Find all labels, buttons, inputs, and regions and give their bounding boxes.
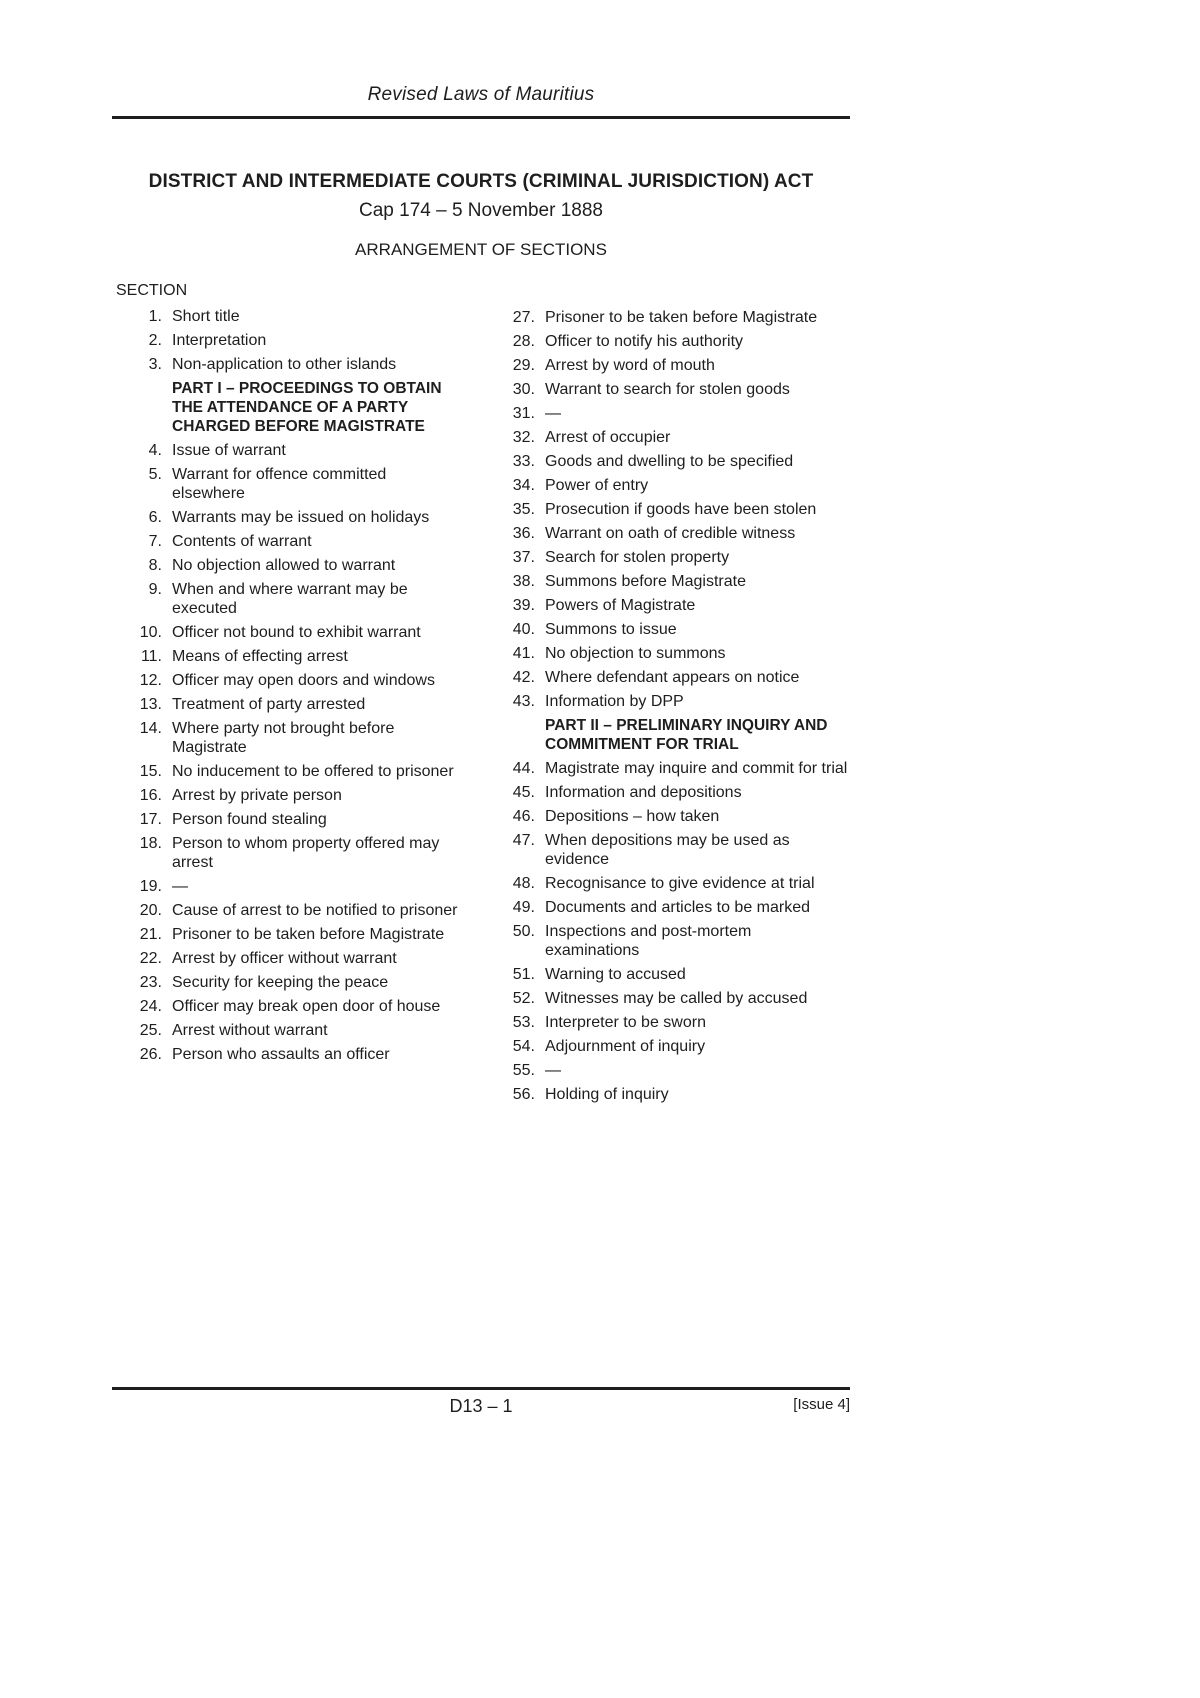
act-cap-line: Cap 174 – 5 November 1888 [359,200,603,221]
section-title: Adjournment of inquiry [545,1038,706,1055]
section-entry [489,874,849,893]
section-entry [489,692,849,711]
section-entry [489,807,849,826]
section-number: 15. [139,763,162,780]
section-title: Cause of arrest to be notified to prisoner [172,902,458,919]
section-number: 11. [140,648,162,665]
section-title: Officer to notify his authority [545,333,744,350]
section-number: 13. [139,696,162,713]
section-number: 46. [512,808,535,825]
section-number: 28. [512,333,535,350]
section-title: Goods and dwelling to be specified [545,453,794,470]
section-title: No objection allowed to warrant [172,557,396,574]
section-title: Warrant for offence committed elsewhere [172,466,387,502]
section-entry [116,647,462,666]
section-title: No inducement to be offered to prisoner [172,763,454,780]
section-number: 18. [139,835,162,852]
section-number: 17. [139,811,162,828]
section-title: Arrest by word of mouth [545,357,715,374]
section-title: Means of effecting arrest [172,648,348,665]
section-title: Officer not bound to exhibit warrant [172,624,421,641]
section-title: Prisoner to be taken before Magistrate [172,926,445,943]
section-title: Magistrate may inquire and commit for trial [545,760,848,777]
section-entry [489,404,849,423]
section-number: 53. [512,1014,535,1031]
section-number: 7. [148,533,162,550]
section-entry [489,898,849,917]
section-entry [489,1061,849,1080]
section-entry [489,500,849,519]
section-entry [489,476,849,495]
section-entry [116,786,462,805]
section-title: Person who assaults an officer [172,1046,390,1063]
section-entry [489,783,849,802]
section-title: Warrants may be issued on holidays [172,509,430,526]
section-number: 21. [139,926,162,943]
page-folio: D13 – 1 [449,1396,513,1416]
section-entry [116,465,462,503]
section-number: 4. [148,442,162,459]
section-number: 20. [139,902,162,919]
section-title: Security for keeping the peace [172,974,389,991]
section-entry [489,922,849,960]
section-number: 42. [512,669,535,686]
section-entry [116,1045,462,1064]
section-title: Contents of warrant [172,533,312,550]
section-title: When and where warrant may be executed [172,581,408,617]
sections-left-column [116,307,462,1069]
issue-number: [Issue 4] [793,1396,850,1413]
section-title: Non-application to other islands [172,356,397,373]
section-number: 8. [148,557,162,574]
section-number: 3. [148,356,162,373]
section-entry [116,901,462,920]
section-entry [116,508,462,527]
footer-rule [112,1387,850,1390]
section-entry [489,452,849,471]
section-number: 49. [512,899,535,916]
section-number: 29. [512,357,535,374]
section-title: Interpreter to be sworn [545,1014,706,1031]
section-entry [489,644,849,663]
section-entry [489,668,849,687]
section-number: 32. [512,429,535,446]
section-title: Warrant to search for stolen goods [545,381,790,398]
section-number: 25. [139,1022,162,1039]
section-entry [489,965,849,984]
section-entry [116,1021,462,1040]
section-number: 52. [512,990,535,1007]
running-header: Revised Laws of Mauritius [367,84,595,105]
section-entry [116,556,462,575]
section-number: 55. [512,1062,535,1079]
section-title: — [545,405,561,422]
section-title: Treatment of party arrested [172,696,366,713]
section-title: When depositions may be used as evidence [545,832,790,868]
section-title: — [545,1062,561,1079]
section-title: Information by DPP [545,693,684,710]
arrangement-heading: ARRANGEMENT OF SECTIONS [355,240,607,259]
section-number: 48. [512,875,535,892]
section-title: Information and depositions [545,784,742,801]
section-title: Documents and articles to be marked [545,899,811,916]
section-title: Prisoner to be taken before Magistrate [545,309,818,326]
section-number: 19. [139,878,162,895]
section-number: 1. [148,308,162,325]
act-title: DISTRICT AND INTERMEDIATE COURTS (CRIMINAL JURISDICTION) ACT [148,171,814,192]
section-number: 6. [148,509,162,526]
section-title: Where defendant appears on notice [545,669,800,686]
section-title: Arrest by private person [172,787,342,804]
section-title: Arrest without warrant [172,1022,328,1039]
section-entry [116,877,462,896]
section-entry [116,441,462,460]
section-title: Summons before Magistrate [545,573,746,590]
section-title: Officer may break open door of house [172,998,441,1015]
section-number: 38. [512,573,535,590]
section-title: Where party not brought before Magistrate [172,720,395,756]
section-title: — [172,878,188,895]
section-entry [489,759,849,778]
section-entry [116,719,462,757]
sections-right-column [489,308,849,1109]
section-number: 50. [512,923,535,940]
section-number: 47. [512,832,535,849]
section-title: Powers of Magistrate [545,597,696,614]
section-number: 5. [148,466,162,483]
section-title: Search for stolen property [545,549,730,566]
section-entry [116,925,462,944]
section-entry [116,762,462,781]
section-entry [116,810,462,829]
section-number: 54. [512,1038,535,1055]
section-number: 41. [512,645,535,662]
section-entry [116,973,462,992]
section-entry [489,428,849,447]
section-entry [116,623,462,642]
section-number: 33. [512,453,535,470]
section-entry [489,308,849,327]
part-heading: PART I – PROCEEDINGS TO OBTAIN THE ATTENDANCE OF A PARTY CHARGED BEFORE MAGISTRATE [172,380,442,435]
section-number: 27. [512,309,535,326]
section-number: 34. [512,477,535,494]
section-title: Arrest of occupier [545,429,671,446]
section-entry [116,532,462,551]
section-entry [489,332,849,351]
section-title: Person to whom property offered may arrest [172,835,440,871]
section-number: 37. [512,549,535,566]
section-entry [489,989,849,1008]
section-number: 39. [512,597,535,614]
section-entry [489,596,849,615]
section-number: 10. [139,624,162,641]
section-number: 35. [512,501,535,518]
section-entry [489,1085,849,1104]
section-entry [116,331,462,350]
section-title: Person found stealing [172,811,327,828]
section-entry [116,671,462,690]
section-number: 23. [139,974,162,991]
section-title: Officer may open doors and windows [172,672,435,689]
section-entry [489,620,849,639]
section-entry [116,997,462,1016]
section-entry [116,355,462,374]
section-entry [489,1037,849,1056]
header-rule [112,116,850,119]
section-number: 45. [512,784,535,801]
section-number: 16. [139,787,162,804]
section-title: Depositions – how taken [545,808,720,825]
section-entry [489,356,849,375]
section-title: Warning to accused [545,966,686,983]
section-title: No objection to summons [545,645,726,662]
section-title: Prosecution if goods have been stolen [545,501,817,518]
section-entry [489,548,849,567]
section-number: 2. [148,332,162,349]
section-title: Short title [172,308,240,325]
section-number: 56. [512,1086,535,1103]
section-number: 36. [512,525,535,542]
section-number: 43. [512,693,535,710]
section-entry [116,580,462,618]
section-number: 51. [512,966,535,983]
section-entry [116,307,462,326]
section-entry [116,949,462,968]
section-title: Arrest by officer without warrant [172,950,397,967]
section-number: 9. [148,581,162,598]
section-entry [489,572,849,591]
section-entry [116,695,462,714]
section-number: 26. [139,1046,162,1063]
section-entry [489,380,849,399]
section-column-label: SECTION [116,282,188,299]
part-heading: PART II – PRELIMINARY INQUIRY AND COMMITMENT FOR TRIAL [545,717,828,753]
section-title: Warrant on oath of credible witness [545,525,796,542]
section-number: 14. [139,720,162,737]
section-number: 22. [139,950,162,967]
section-title: Summons to issue [545,621,677,638]
section-title: Inspections and post-mortem examinations [545,923,752,959]
section-title: Power of entry [545,477,649,494]
section-title: Holding of inquiry [545,1086,669,1103]
section-number: 12. [139,672,162,689]
section-number: 31. [512,405,535,422]
section-number: 40. [512,621,535,638]
section-entry [489,1013,849,1032]
section-entry [489,524,849,543]
section-number: 44. [512,760,535,777]
section-number: 30. [512,381,535,398]
section-title: Recognisance to give evidence at trial [545,875,815,892]
section-title: Witnesses may be called by accused [545,990,808,1007]
section-entry [489,831,849,869]
section-title: Interpretation [172,332,267,349]
section-title: Issue of warrant [172,442,286,459]
section-entry [116,834,462,872]
section-number: 24. [139,998,162,1015]
